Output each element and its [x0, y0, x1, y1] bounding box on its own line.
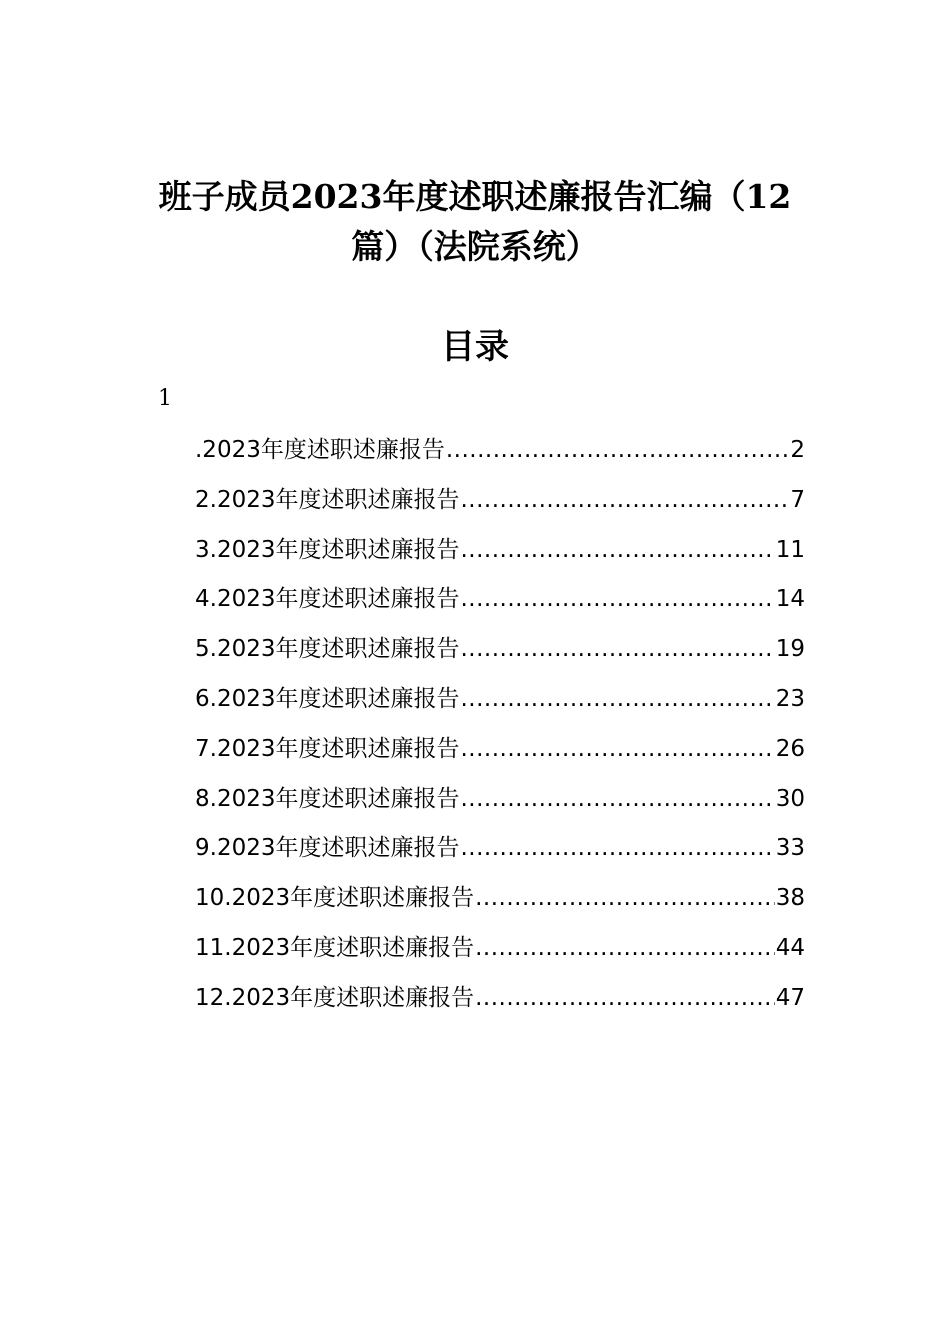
- toc-dot-leader: [475, 976, 775, 1020]
- toc-entry-page: 30: [775, 785, 805, 812]
- toc-dot-leader: [460, 677, 774, 721]
- toc-entry-11[interactable]: [195, 926, 805, 976]
- toc-entry-label: 12.2023年度述职述廉报告: [195, 984, 475, 1011]
- stray-page-number: 1: [158, 386, 172, 411]
- toc-entry-page: 14: [775, 586, 805, 613]
- toc-dot-leader: [460, 528, 774, 572]
- toc-entry-label: 11.2023年度述职述廉报告: [195, 934, 475, 961]
- toc-entry-8[interactable]: [195, 777, 805, 827]
- toc-entry-2[interactable]: [195, 478, 805, 528]
- toc-entry-page: 7: [790, 486, 805, 513]
- toc-entry-label: 7.2023年度述职述廉报告: [195, 735, 460, 762]
- toc-entry-page: 33: [775, 835, 805, 862]
- toc-dot-leader: [475, 926, 775, 970]
- toc-entry-12[interactable]: [195, 976, 805, 1026]
- toc-dot-leader: [475, 876, 775, 920]
- toc-dot-leader: [460, 826, 774, 870]
- toc-entry-4[interactable]: [195, 577, 805, 627]
- toc-entry-page: 38: [775, 885, 805, 912]
- document-title: 班子成员2023年度述职述廉报告汇编（12篇）（法院系统）: [158, 177, 792, 266]
- toc-entry-page: 19: [775, 636, 805, 663]
- toc-entry-label: .2023年度述职述廉报告: [195, 437, 445, 463]
- toc-entry-page: 26: [775, 735, 805, 762]
- toc-entry-label: 4.2023年度述职述廉报告: [195, 586, 460, 613]
- toc-dot-leader: [460, 727, 774, 771]
- toc-dot-leader: [460, 577, 774, 621]
- toc-entry-10[interactable]: [195, 876, 805, 926]
- toc-dot-leader: [460, 627, 774, 671]
- toc-entry-3[interactable]: [195, 528, 805, 578]
- toc-entry-label: 9.2023年度述职述廉报告: [195, 835, 460, 862]
- toc-entry-page: 44: [775, 934, 805, 961]
- toc-entry-label: 8.2023年度述职述廉报告: [195, 785, 460, 812]
- toc-dot-leader: [446, 428, 790, 472]
- toc-entry-6[interactable]: [195, 677, 805, 727]
- toc-entry-9[interactable]: [195, 826, 805, 876]
- toc-entry-page: 23: [775, 685, 805, 712]
- toc-dot-leader: [460, 478, 789, 522]
- toc-entry-page: 2: [790, 437, 805, 463]
- toc-entry-page: 11: [775, 536, 805, 563]
- toc-entry-label: 2.2023年度述职述廉报告: [195, 486, 460, 513]
- toc-list: [195, 428, 805, 1026]
- toc-entry-label: 10.2023年度述职述廉报告: [195, 885, 475, 912]
- toc-entry-7[interactable]: [195, 727, 805, 777]
- toc-dot-leader: [460, 777, 774, 821]
- toc-entry-label: 5.2023年度述职述廉报告: [195, 636, 460, 663]
- toc-entry-label: 6.2023年度述职述廉报告: [195, 685, 460, 712]
- toc-entry-1[interactable]: [195, 428, 805, 478]
- toc-entry-label: 3.2023年度述职述廉报告: [195, 536, 460, 563]
- toc-entry-page: 47: [775, 984, 805, 1011]
- toc-entry-5[interactable]: [195, 627, 805, 677]
- toc-heading: 目录: [441, 327, 509, 367]
